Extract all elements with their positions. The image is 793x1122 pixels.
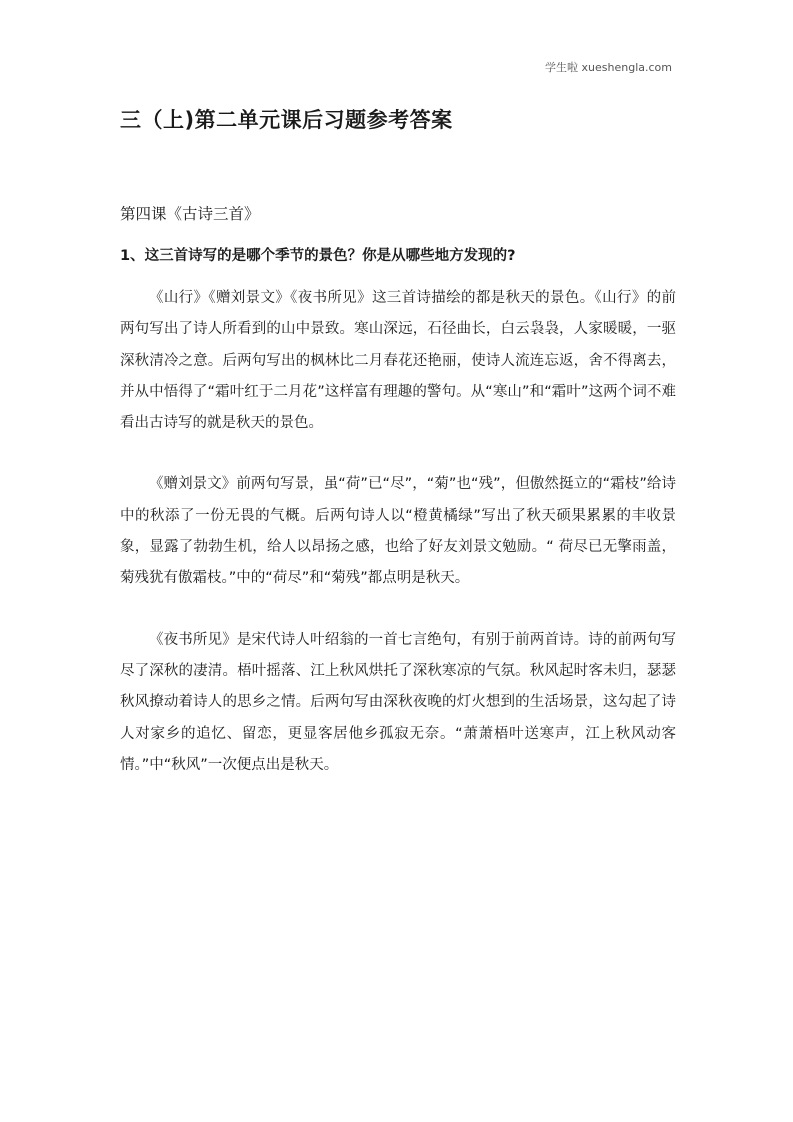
question-heading: 1、这三首诗写的是哪个季节的景色？你是从哪些地方发现的? — [120, 248, 516, 264]
answer-body — [120, 283, 676, 811]
answer-paragraph-yeshusuojian: 《夜书所见》是宋代诗人叶绍翁的一首七言绝句，有别于前两首诗。诗的前两句写尽了深秋的凄清。梧叶摇落、江上秋风烘托了深秋寒凉的气氛。秋风起时客未归，瑟瑟秋风撩动着诗人的思乡之情。后两句写由深秋夜晚的灯火想到的生活场景，这勾起了诗人对家乡的追忆、留恋，更显客居他乡孤寂无奈。“萧萧梧叶送寒声，江上秋风动客情。”中“秋风”一次便点出是秋天。 — [120, 631, 676, 773]
answer-paragraph-zengliujingwen: 《赠刘景文》前两句写景，虽“荷”已“尽”，“菊”也“残”，但傲然挺立的“霜枝”给诗中的秋添了一份无畏的气概。后两句诗人以“橙黄橘绿”写出了秋天硕果累累的丰收景象，显露了勃勃生机，给人以昂扬之感，也给了好友刘景文勉励。“ 荷尽已无擎雨盖，菊残犹有傲霜枝。”中的“荷尽”和“菊残”都点明是秋天。 — [120, 476, 676, 587]
watermark-text: 学生啦 xueshengla.com — [545, 61, 672, 74]
answer-paragraph-shanxing: 《山行》《赠刘景文》《夜书所见》这三首诗描绘的都是秋天的景色。《山行》的前两句写出了诗人所看到的山中景致。寒山深远，石径曲长，白云袅袅，人家暖暖，一驱深秋清冷之意。后两句写出的枫林比二月春花还艳丽，使诗人流连忘返，舍不得离去，并从中悟得了“霜叶红于二月花”这样富有理趣的警句。从“寒山”和“霜叶”这两个词不难看出古诗写的就是秋天的景色。 — [120, 290, 676, 432]
document-title: 三（上)第二单元课后习题参考答案 — [120, 108, 453, 132]
lesson-title: 第四课《古诗三首》 — [120, 205, 260, 223]
